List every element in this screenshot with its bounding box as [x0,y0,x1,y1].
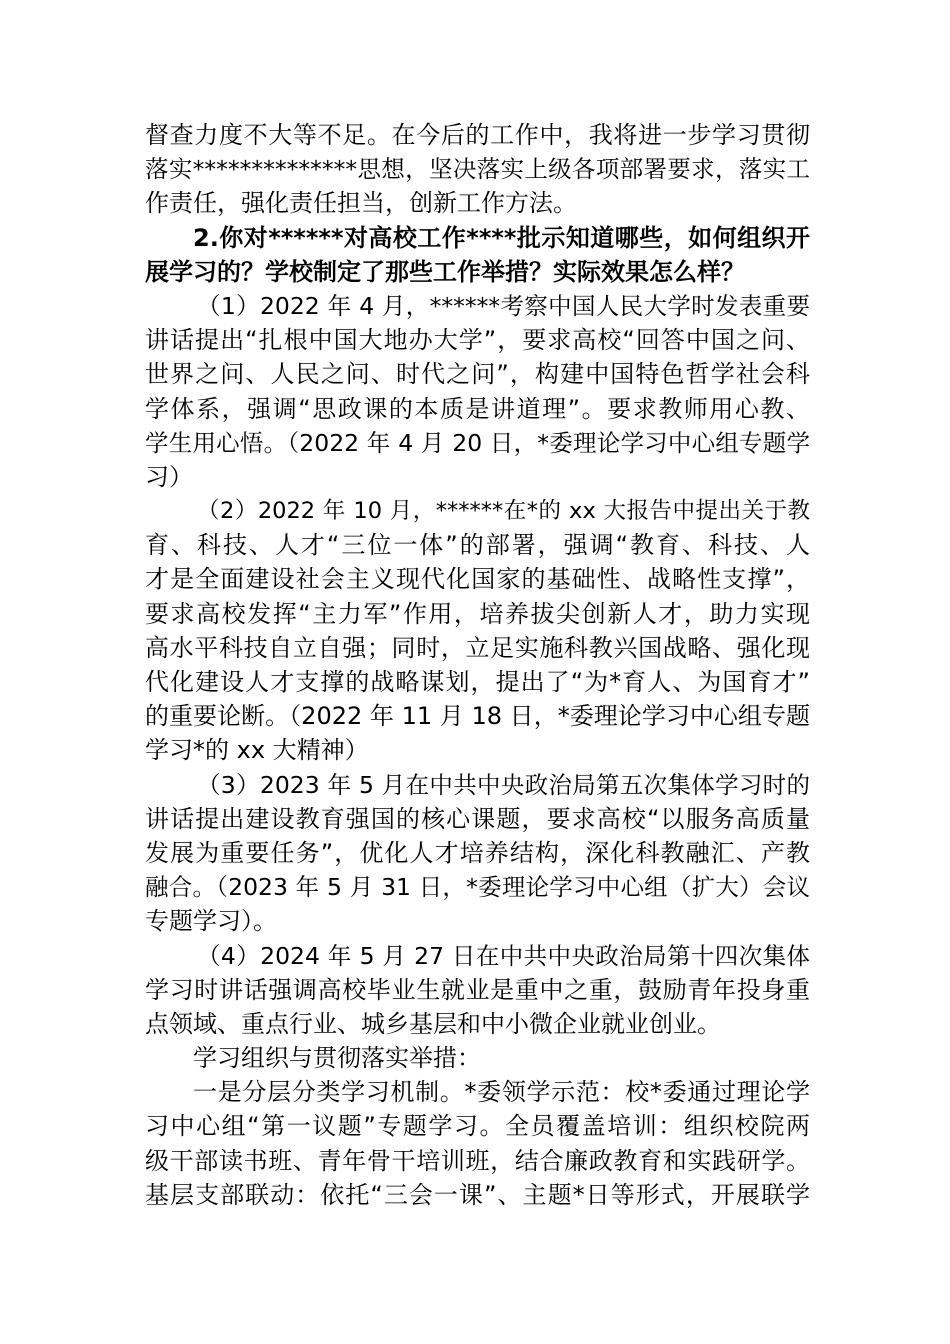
text-line: 点领域、重点行业、城乡基层和中小微企业就业创业。 [145,1009,721,1038]
text-line: 讲话提出建设教育强国的核心课题，要求高校“以服务高质量 [145,804,810,833]
text-line: 世界之问、人民之问、时代之问”，构建中国特色哲学社会科 [145,360,810,389]
text-line: 育、科技、人才“三位一体”的部署，强调“教育、科技、人 [145,531,810,560]
text-line: （3）2023 年 5 月在中共中央政治局第五次集体学习时的 [197,770,810,799]
text-line: 落实**************思想，坚决落实上级各项部署要求，落实工 [145,155,810,184]
text-line: 融合。（2023 年 5 月 31 日，*委理论学习中心组（扩大）会议 [145,873,810,902]
text-line: 习） [145,462,193,491]
text-line: 学体系，强调“思政课的本质是讲道理”。要求教师用心教、 [145,394,810,423]
text-line: 基层支部联动：依托“三会一课”、主题*日等形式，开展联学 [145,1180,810,1209]
text-line: 学生用心悟。（2022 年 4 月 20 日，*委理论学习中心组专题学 [145,428,810,457]
document-page [145,118,810,1212]
text-line: 一是分层分类学习机制。*委领学示范：校*委通过理论学 [193,1078,810,1107]
text-line: 习中心组“第一议题”专题学习。全员覆盖培训：组织校院两 [145,1112,810,1141]
text-line: 才是全面建设社会主义现代化国家的基础性、战略性支撑”， [145,565,810,594]
text-line: （4）2024 年 5 月 27 日在中共中央政治局第十四次集体 [197,941,810,970]
question-heading-line: 展学习的？学校制定了那些工作举措？实际效果怎么样？ [145,257,745,286]
text-line: 学习组织与贯彻落实举措： [193,1044,481,1073]
text-line: 专题学习）。 [145,907,277,936]
text-line: 高水平科技自立自强；同时，立足实施科教兴国战略、强化现 [145,633,810,662]
question-heading-line: 2.你对******对高校工作****批示知道哪些，如何组织开 [193,223,810,252]
text-line: 学习时讲话强调高校毕业生就业是重中之重，鼓励青年投身重 [145,975,810,1004]
text-line: 要求高校发挥“主力军”作用，培养拔尖创新人才，助力实现 [145,599,810,628]
text-line: （1）2022 年 4 月，******考察中国人民大学时发表重要 [197,291,810,320]
text-line: 督查力度不大等不足。在今后的工作中，我将进一步学习贯彻 [145,121,810,149]
text-line: 学习*的 xx 大精神） [145,736,369,765]
text-line: （2）2022 年 10 月，******在*的 xx 大报告中提出关于教 [197,498,810,525]
text-line: 作责任，强化责任担当，创新工作方法。 [145,189,577,218]
text-line: 讲话提出“扎根中国大地办大学”，要求高校“回答中国之问、 [145,326,810,355]
text-line: 发展为重要任务”，优化人才培养结构，深化科教融汇、产教 [145,838,810,867]
text-line: 的重要论断。（2022 年 11 月 18 日，*委理论学习中心组专题 [145,702,810,731]
text-line: 级干部读书班、青年骨干培训班，结合廉政教育和实践研学。 [145,1146,810,1175]
text-line: 代化建设人才支撑的战略谋划，提出了“为*育人、为国育才” [145,668,810,696]
